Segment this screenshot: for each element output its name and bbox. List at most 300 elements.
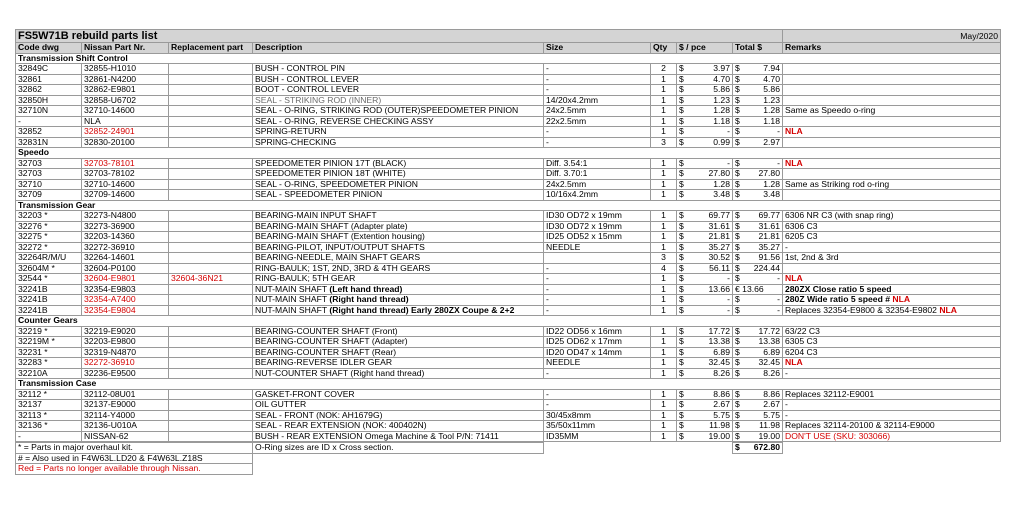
cell-unit-price xyxy=(677,368,733,379)
col-header-code: Code dwg xyxy=(16,43,82,54)
table-row xyxy=(16,389,1001,400)
cell-code: 32241B xyxy=(16,295,82,306)
cell-code: 32709 xyxy=(16,190,82,201)
cell-replacement-part xyxy=(169,431,253,442)
table-row xyxy=(16,347,1001,358)
table-row xyxy=(16,295,1001,306)
cell-total xyxy=(733,263,783,274)
total-value: 6.89 xyxy=(763,347,780,357)
price-value: - xyxy=(727,126,730,136)
cell-replacement-part xyxy=(169,295,253,306)
col-header-qty: Qty xyxy=(651,43,677,54)
cell-total xyxy=(733,410,783,421)
dollar-sign: $ xyxy=(679,158,684,168)
cell-replacement-part xyxy=(169,190,253,201)
remarks-text: NLA xyxy=(785,357,803,367)
cell-unit-price xyxy=(677,106,733,117)
cell-replacement-part xyxy=(169,305,253,316)
cell-size: - xyxy=(544,137,651,148)
cell-description xyxy=(253,158,544,169)
total-value: 2.67 xyxy=(763,399,780,409)
cell-qty: 1 xyxy=(651,127,677,138)
cell-size: Diff. 3.54:1 xyxy=(544,158,651,169)
dollar-sign: $ xyxy=(679,137,684,147)
total-value: 7.94 xyxy=(763,63,780,73)
cell-unit-price xyxy=(677,358,733,369)
table-row xyxy=(16,169,1001,180)
cell-replacement-part xyxy=(169,242,253,253)
cell-qty: 1 xyxy=(651,74,677,85)
cell-unit-price xyxy=(677,263,733,274)
dollar-sign: $ xyxy=(735,420,740,430)
cell-remarks xyxy=(783,410,1001,421)
cell-total xyxy=(733,211,783,222)
total-value: 1.28 xyxy=(763,105,780,115)
footer-table xyxy=(15,442,1001,475)
description-text: BEARING-NEEDLE, MAIN SHAFT GEARS xyxy=(255,252,421,262)
total-value: - xyxy=(777,305,780,315)
cell-size: - xyxy=(544,305,651,316)
dollar-sign: $ xyxy=(735,210,740,220)
remarks-text: Replaces 32354-E9800 & 32354-E9802 xyxy=(785,305,937,315)
cell-qty: 1 xyxy=(651,242,677,253)
total-value: 69.77 xyxy=(758,210,780,220)
dollar-sign: $ xyxy=(735,431,740,441)
cell-size: ID20 OD47 x 14mm xyxy=(544,347,651,358)
table-row xyxy=(16,263,1001,274)
cell-code: 32137 xyxy=(16,400,82,411)
price-value: 1.18 xyxy=(713,116,730,126)
remarks-text: - xyxy=(785,410,788,420)
dollar-sign: $ xyxy=(679,126,684,136)
cell-unit-price xyxy=(677,137,733,148)
cell-unit-price xyxy=(677,158,733,169)
table-row xyxy=(16,337,1001,348)
description-text: SEAL - FRONT (NOK: AH1679G) xyxy=(255,410,383,420)
dollar-sign: $ xyxy=(735,336,740,346)
footer-row-3 xyxy=(16,464,1001,475)
dollar-sign: $ xyxy=(735,399,740,409)
cell-code: 32112 * xyxy=(16,389,82,400)
cell-qty: 1 xyxy=(651,347,677,358)
cell-remarks xyxy=(783,326,1001,337)
price-value: 35.27 xyxy=(708,242,730,252)
col-header-remarks: Remarks xyxy=(783,43,1001,54)
cell-size: - xyxy=(544,400,651,411)
cell-code: 32219 * xyxy=(16,326,82,337)
cell-nissan-part: 32830-20100 xyxy=(82,137,169,148)
dollar-sign: $ xyxy=(735,252,740,262)
cell-remarks xyxy=(783,232,1001,243)
remarks-text: NLA xyxy=(785,126,803,136)
cell-total xyxy=(733,358,783,369)
cell-replacement-part xyxy=(169,116,253,127)
cell-remarks xyxy=(783,137,1001,148)
cell-code: 32136 * xyxy=(16,421,82,432)
price-value: - xyxy=(727,158,730,168)
cell-size: - xyxy=(544,295,651,306)
cell-size: ID25 OD62 x 17mm xyxy=(544,337,651,348)
dollar-sign: $ xyxy=(679,84,684,94)
cell-remarks xyxy=(783,85,1001,96)
cell-nissan-part: 32136-U010A xyxy=(82,421,169,432)
price-value: 13.66 xyxy=(708,284,730,294)
total-value: 27.80 xyxy=(758,168,780,178)
dollar-sign: $ xyxy=(679,105,684,115)
dollar-sign: $ xyxy=(735,305,740,315)
cell-qty: 1 xyxy=(651,274,677,285)
cell-replacement-part xyxy=(169,64,253,75)
cell-total xyxy=(733,242,783,253)
cell-total xyxy=(733,116,783,127)
total-value: 5.75 xyxy=(763,410,780,420)
price-value: 32.45 xyxy=(708,357,730,367)
description-text: BEARING-MAIN INPUT SHAFT xyxy=(255,210,377,220)
section-header xyxy=(16,53,1001,64)
cell-nissan-part: 32709-14600 xyxy=(82,190,169,201)
table-row xyxy=(16,85,1001,96)
table-row xyxy=(16,284,1001,295)
cell-size: NEEDLE xyxy=(544,358,651,369)
total-value: 19.00 xyxy=(758,431,780,441)
description-text: SEAL - STRIKING ROD (INNER) xyxy=(255,95,382,105)
description-text: RING-BAULK; 5TH GEAR xyxy=(255,273,356,283)
cell-nissan-part: 32203-14360 xyxy=(82,232,169,243)
cell-description xyxy=(253,295,544,306)
dollar-sign: $ xyxy=(679,95,684,105)
dollar-sign: $ xyxy=(679,399,684,409)
cell-replacement-part xyxy=(169,158,253,169)
cell-description xyxy=(253,337,544,348)
price-value: 31.61 xyxy=(708,221,730,231)
table-row xyxy=(16,400,1001,411)
description-text: SPEEDOMETER PINION 18T (WHITE) xyxy=(255,168,406,178)
cell-nissan-part: 32354-E9804 xyxy=(82,305,169,316)
description-bold-text: (Left hand thread) xyxy=(329,284,403,294)
total-value: 8.86 xyxy=(763,389,780,399)
cell-nissan-part: 32852-24901 xyxy=(82,127,169,138)
table-row xyxy=(16,431,1001,442)
cell-size: - xyxy=(544,263,651,274)
table-row xyxy=(16,158,1001,169)
cell-qty: 4 xyxy=(651,263,677,274)
remarks-text: 1st, 2nd & 3rd xyxy=(785,252,839,262)
dollar-sign: $ xyxy=(679,420,684,430)
description-text: NUT-MAIN SHAFT xyxy=(255,284,327,294)
cell-unit-price xyxy=(677,295,733,306)
cell-nissan-part: 32273-N4800 xyxy=(82,211,169,222)
cell-total xyxy=(733,305,783,316)
total-value: - xyxy=(777,273,780,283)
cell-total xyxy=(733,389,783,400)
cell-replacement-part: 32604-36N21 xyxy=(169,274,253,285)
dollar-sign: $ xyxy=(679,252,684,262)
remarks-text: Replaces 32114-20100 & 32114-E9000 xyxy=(785,420,935,430)
total-value: 3.48 xyxy=(763,189,780,199)
cell-replacement-part xyxy=(169,389,253,400)
cell-total xyxy=(733,347,783,358)
cell-size: ID25 OD52 x 15mm xyxy=(544,232,651,243)
dollar-sign: $ xyxy=(735,63,740,73)
cell-total xyxy=(733,232,783,243)
cell-remarks xyxy=(783,221,1001,232)
table-row xyxy=(16,274,1001,285)
cell-size: - xyxy=(544,274,651,285)
cell-replacement-part xyxy=(169,137,253,148)
cell-remarks xyxy=(783,74,1001,85)
cell-replacement-part xyxy=(169,74,253,85)
cell-size: ID22 OD56 x 16mm xyxy=(544,326,651,337)
table-row xyxy=(16,64,1001,75)
table-row xyxy=(16,253,1001,264)
total-value: 5.86 xyxy=(763,84,780,94)
sheet-title: FS5W71B rebuild parts list xyxy=(16,30,783,43)
total-value: € 13.66 xyxy=(735,284,764,294)
price-value: - xyxy=(727,273,730,283)
cell-nissan-part: 32137-E9000 xyxy=(82,400,169,411)
dollar-sign: $ xyxy=(679,263,684,273)
dollar-sign: $ xyxy=(735,294,740,304)
total-value: 1.23 xyxy=(763,95,780,105)
cell-nissan-part: 32264-14601 xyxy=(82,253,169,264)
cell-replacement-part xyxy=(169,358,253,369)
parts-table xyxy=(15,29,1001,442)
cell-total xyxy=(733,400,783,411)
cell-code: 32850H xyxy=(16,95,82,106)
table-row xyxy=(16,106,1001,117)
cell-unit-price xyxy=(677,337,733,348)
table-row xyxy=(16,211,1001,222)
cell-size: - xyxy=(544,127,651,138)
total-value: - xyxy=(777,126,780,136)
dollar-sign: $ xyxy=(679,242,684,252)
cell-qty: 1 xyxy=(651,85,677,96)
cell-nissan-part: 32273-36900 xyxy=(82,221,169,232)
cell-total xyxy=(733,326,783,337)
note-overhaul-kit: * = Parts in major overhaul kit. xyxy=(16,443,253,454)
cell-qty: 1 xyxy=(651,190,677,201)
cell-code: 32283 * xyxy=(16,358,82,369)
dollar-sign: $ xyxy=(735,126,740,136)
total-value: 21.81 xyxy=(758,231,780,241)
cell-code: 32861 xyxy=(16,74,82,85)
cell-size: 24x2.5mm xyxy=(544,106,651,117)
cell-description xyxy=(253,389,544,400)
cell-unit-price xyxy=(677,326,733,337)
cell-description xyxy=(253,137,544,148)
cell-nissan-part: 32855-H1010 xyxy=(82,64,169,75)
description-text: BEARING-PILOT, INPUT/OUTPUT SHAFTS xyxy=(255,242,425,252)
description-text: BUSH - CONTROL PIN xyxy=(255,63,345,73)
col-header-nissan: Nissan Part Nr. xyxy=(82,43,169,54)
cell-description xyxy=(253,127,544,138)
remarks-text: 6305 C3 xyxy=(785,336,818,346)
cell-nissan-part: 32203-E9800 xyxy=(82,337,169,348)
price-value: - xyxy=(727,305,730,315)
section-title: Transmission Case xyxy=(16,379,1001,390)
cell-remarks xyxy=(783,263,1001,274)
cell-nissan-part: 32604-P0100 xyxy=(82,263,169,274)
table-row xyxy=(16,232,1001,243)
cell-size: - xyxy=(544,368,651,379)
remarks-text: DON'T USE (SKU: 303066) xyxy=(785,431,891,441)
remarks-text: - xyxy=(785,368,788,378)
cell-code: - xyxy=(16,431,82,442)
price-value: 1.23 xyxy=(713,95,730,105)
description-text: GASKET-FRONT COVER xyxy=(255,389,355,399)
cell-nissan-part: 32710-14600 xyxy=(82,106,169,117)
cell-qty: 1 xyxy=(651,116,677,127)
cell-total xyxy=(733,85,783,96)
cell-size xyxy=(544,253,651,264)
dollar-sign: $ xyxy=(735,74,740,84)
cell-code: 32203 * xyxy=(16,211,82,222)
cell-remarks xyxy=(783,116,1001,127)
cell-description xyxy=(253,242,544,253)
cell-unit-price xyxy=(677,95,733,106)
cell-nissan-part: 32354-E9803 xyxy=(82,284,169,295)
cell-total xyxy=(733,95,783,106)
description-text: SEAL - O-RING, SPEEDOMETER PINION xyxy=(255,179,418,189)
total-value: 35.27 xyxy=(758,242,780,252)
cell-nissan-part: 32354-A7400 xyxy=(82,295,169,306)
description-text: BEARING-COUNTER SHAFT (Rear) xyxy=(255,347,397,357)
cell-unit-price xyxy=(677,305,733,316)
cell-size: Diff. 3.70:1 xyxy=(544,169,651,180)
description-text: NUT-MAIN SHAFT xyxy=(255,305,327,315)
cell-description xyxy=(253,358,544,369)
description-text: BEARING-REVERSE IDLER GEAR xyxy=(255,357,393,367)
cell-size: ID30 OD72 x 19mm xyxy=(544,221,651,232)
section-header xyxy=(16,148,1001,159)
dollar-sign: $ xyxy=(735,221,740,231)
cell-description xyxy=(253,326,544,337)
footer-row-1 xyxy=(16,443,1001,454)
dollar-sign: $ xyxy=(679,389,684,399)
cell-description xyxy=(253,179,544,190)
dollar-sign: $ xyxy=(735,263,740,273)
cell-qty: 1 xyxy=(651,179,677,190)
total-value: 224.44 xyxy=(753,263,780,273)
cell-replacement-part xyxy=(169,263,253,274)
cell-size: 10/16x4.2mm xyxy=(544,190,651,201)
cell-qty: 1 xyxy=(651,284,677,295)
col-header-total: Total $ xyxy=(733,43,783,54)
dollar-sign: $ xyxy=(679,368,684,378)
cell-remarks xyxy=(783,127,1001,138)
table-row xyxy=(16,326,1001,337)
cell-qty: 1 xyxy=(651,337,677,348)
cell-remarks xyxy=(783,368,1001,379)
cell-unit-price xyxy=(677,242,733,253)
description-text: BOOT - CONTROL LEVER xyxy=(255,84,360,94)
cell-nissan-part: 32319-N4870 xyxy=(82,347,169,358)
cell-remarks xyxy=(783,64,1001,75)
cell-qty: 1 xyxy=(651,421,677,432)
price-value: 27.80 xyxy=(708,168,730,178)
price-value: 17.72 xyxy=(708,326,730,336)
cell-unit-price xyxy=(677,347,733,358)
section-title: Transmission Gear xyxy=(16,200,1001,211)
cell-remarks xyxy=(783,95,1001,106)
price-value: 5.75 xyxy=(713,410,730,420)
cell-replacement-part xyxy=(169,400,253,411)
cell-qty: 1 xyxy=(651,368,677,379)
dollar-sign: $ xyxy=(735,84,740,94)
remarks-text: - xyxy=(785,242,788,252)
description-bold-text: (Right hand thread) Early 280ZX Coupe & 2+2 xyxy=(329,305,515,315)
cell-replacement-part xyxy=(169,347,253,358)
cell-qty: 1 xyxy=(651,410,677,421)
price-value: 1.28 xyxy=(713,179,730,189)
cell-unit-price xyxy=(677,116,733,127)
dollar-sign: $ xyxy=(679,410,684,420)
header-row xyxy=(16,43,1001,54)
title-row xyxy=(16,30,1001,43)
cell-description xyxy=(253,221,544,232)
cell-nissan-part: 32858-U6702 xyxy=(82,95,169,106)
description-text: BEARING-MAIN SHAFT (Extention housing) xyxy=(255,231,425,241)
col-header-price: $ / pce xyxy=(677,43,733,54)
total-value: 4.70 xyxy=(763,74,780,84)
cell-unit-price xyxy=(677,169,733,180)
cell-remarks xyxy=(783,295,1001,306)
remarks-text: - xyxy=(785,399,788,409)
cell-replacement-part xyxy=(169,211,253,222)
description-text: NUT-COUNTER SHAFT (Right hand thread) xyxy=(255,368,425,378)
price-value: 4.70 xyxy=(713,74,730,84)
table-row xyxy=(16,305,1001,316)
remarks-text: 6204 C3 xyxy=(785,347,818,357)
price-value: 13.38 xyxy=(708,336,730,346)
cell-code: 32275 * xyxy=(16,232,82,243)
dollar-sign: $ xyxy=(679,326,684,336)
dollar-sign: $ xyxy=(679,294,684,304)
cell-nissan-part: 32703-78101 xyxy=(82,158,169,169)
cell-total xyxy=(733,64,783,75)
remarks-text: NLA xyxy=(785,273,803,283)
cell-unit-price xyxy=(677,389,733,400)
section-header xyxy=(16,200,1001,211)
cell-qty: 1 xyxy=(651,389,677,400)
cell-unit-price xyxy=(677,190,733,201)
dollar-sign: $ xyxy=(679,284,684,294)
cell-code: 32710 xyxy=(16,179,82,190)
cell-nissan-part: 32604-E9801 xyxy=(82,274,169,285)
cell-replacement-part xyxy=(169,326,253,337)
cell-code: - xyxy=(16,116,82,127)
cell-replacement-part xyxy=(169,221,253,232)
description-text: BEARING-MAIN SHAFT (Adapter plate) xyxy=(255,221,408,231)
cell-qty: 3 xyxy=(651,137,677,148)
cell-code: 32703 xyxy=(16,158,82,169)
dollar-sign: $ xyxy=(679,231,684,241)
cell-remarks xyxy=(783,274,1001,285)
dollar-sign: $ xyxy=(679,273,684,283)
cell-remarks xyxy=(783,284,1001,295)
remarks-text: 280ZX Close ratio 5 speed xyxy=(785,284,892,294)
cell-code: 32276 * xyxy=(16,221,82,232)
cell-description xyxy=(253,74,544,85)
total-value: 31.61 xyxy=(758,221,780,231)
table-row xyxy=(16,358,1001,369)
cell-unit-price xyxy=(677,85,733,96)
description-text: SEAL - SPEEDOMETER PINION xyxy=(255,189,383,199)
table-row xyxy=(16,127,1001,138)
dollar-sign: $ xyxy=(735,116,740,126)
cell-remarks xyxy=(783,158,1001,169)
cell-description xyxy=(253,410,544,421)
